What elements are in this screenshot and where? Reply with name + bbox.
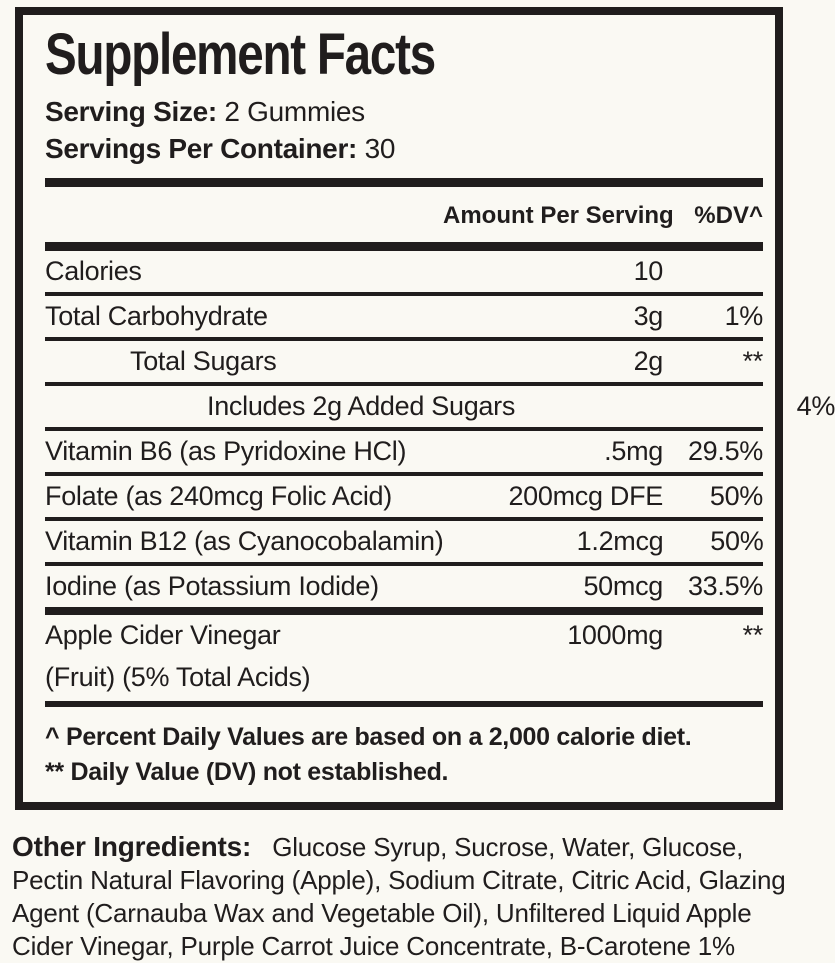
- serving-size-line: [45, 93, 763, 130]
- nutrient-name: Iodine (as Potassium Iodide): [45, 571, 379, 602]
- nutrient-name-line2: (Fruit) (5% Total Acids): [45, 662, 311, 693]
- servings-per-container-label: Servings Per Container:: [45, 133, 358, 165]
- other-ingredients-text: Glucose Syrup, Sucrose, Water, Glucose, Pectin Natural Flavoring (Apple), Sodium Citrate, Citric Acid, Glazing Agent (Carnauba Wax and Vegetable Oil), Unfiltered Liquid Apple Cider Vinegar, Purple Carrot Juice Concentrate, B-Carotene 1%: [12, 832, 786, 962]
- nutrient-name: Total Carbohydrate: [45, 301, 268, 332]
- nutrient-dv: 1%: [724, 301, 763, 332]
- nutrient-dv: **: [742, 346, 763, 377]
- nutrient-dv: 50%: [709, 481, 763, 512]
- nutrient-dv: **: [742, 620, 763, 651]
- facts-title: Supplement Facts: [45, 22, 435, 87]
- nutrient-amount: 1000mg: [567, 620, 663, 651]
- nutrient-amount: 50mcg: [583, 571, 663, 602]
- nutrient-name: Includes 2g Added Sugars: [207, 391, 516, 422]
- divider-thick-top: [45, 178, 763, 187]
- nutrient-dv: 4%: [796, 391, 835, 422]
- column-header-amount: Amount Per Serving: [443, 202, 674, 230]
- servings-per-container-value: 30: [364, 133, 396, 165]
- footnote-daily-values: ^ Percent Daily Values are based on a 2,000 calorie diet.: [45, 723, 692, 752]
- nutrient-amount: 3g: [633, 301, 663, 332]
- serving-size-value: 2 Gummies: [224, 96, 365, 128]
- nutrient-dv: 29.5%: [687, 436, 763, 467]
- row-total-sugars: [45, 337, 763, 382]
- nutrient-dv: 33.5%: [687, 571, 763, 602]
- row-added-sugars: [45, 382, 835, 427]
- nutrient-name: Total Sugars: [130, 346, 277, 377]
- nutrient-amount: 1.2mcg: [576, 526, 664, 557]
- row-apple-cider-vinegar: [45, 607, 763, 698]
- footnotes: [45, 701, 763, 790]
- supplement-facts-panel: [15, 7, 835, 810]
- nutrient-name: Apple Cider Vinegar: [45, 620, 281, 651]
- nutrient-dv: 50%: [710, 526, 764, 557]
- serving-size-label: Serving Size:: [45, 96, 217, 128]
- nutrient-amount: .5mg: [604, 436, 663, 467]
- nutrient-amount: 10: [633, 256, 663, 287]
- divider-thick-header: [45, 242, 763, 251]
- row-vitamin-b6: [45, 427, 763, 472]
- nutrient-amount: 200mcg DFE: [508, 481, 663, 512]
- row-iodine: [45, 562, 763, 607]
- other-ingredients: [12, 830, 789, 963]
- nutrient-rows: [45, 251, 835, 698]
- servings-per-container-line: [45, 130, 763, 167]
- nutrient-name: Calories: [45, 256, 142, 287]
- nutrient-name: Folate (as 240mcg Folic Acid): [45, 481, 392, 512]
- row-folate: [45, 472, 763, 517]
- column-header-dv: %DV^: [694, 202, 763, 230]
- column-header-row: [45, 187, 763, 242]
- footnote-dv-not-established: ** Daily Value (DV) not established.: [45, 758, 449, 787]
- nutrient-amount: 2g: [633, 346, 663, 377]
- nutrient-name: Vitamin B12 (as Cyanocobalamin): [45, 526, 444, 557]
- row-vitamin-b12: [45, 517, 763, 562]
- row-total-carbohydrate: [45, 292, 763, 337]
- row-calories: [45, 251, 763, 292]
- other-ingredients-label: Other Ingredients:: [12, 831, 252, 863]
- nutrient-name: Vitamin B6 (as Pyridoxine HCl): [45, 436, 407, 467]
